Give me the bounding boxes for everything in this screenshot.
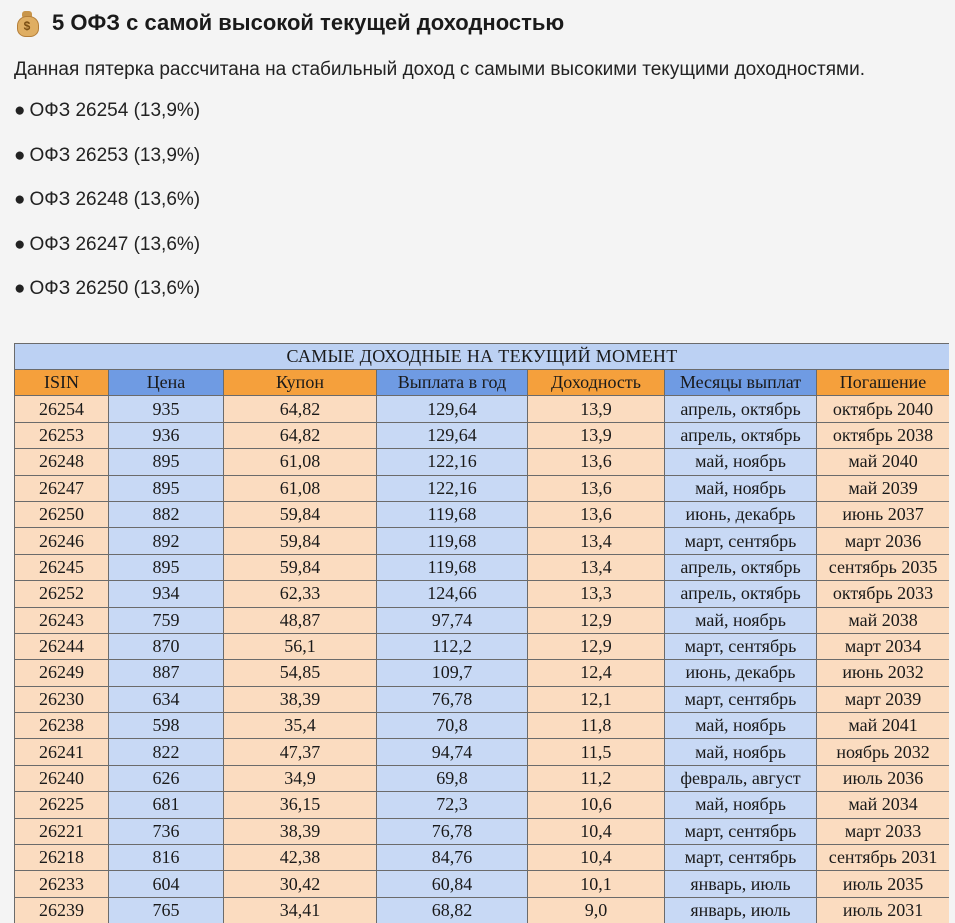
table-cell: май, ноябрь (665, 607, 817, 633)
table-cell: 895 (109, 475, 224, 501)
table-cell: 56,1 (224, 633, 377, 659)
table-cell: июнь 2037 (817, 501, 950, 527)
table-cell: 64,82 (224, 422, 377, 448)
table-cell: 64,82 (224, 396, 377, 422)
table-row (15, 528, 950, 554)
table-cell: 48,87 (224, 607, 377, 633)
table-cell: 816 (109, 845, 224, 871)
table-cell: 26247 (15, 475, 109, 501)
table-cell: 9,0 (528, 897, 665, 923)
table-cell: май, ноябрь (665, 739, 817, 765)
table-cell: июль 2036 (817, 765, 950, 791)
table-cell: апрель, октябрь (665, 581, 817, 607)
table-cell: 26254 (15, 396, 109, 422)
bullet-item (14, 143, 949, 188)
table-cell: 72,3 (377, 792, 528, 818)
table-header-row (15, 370, 950, 396)
table-cell: 36,15 (224, 792, 377, 818)
table-cell: 13,4 (528, 554, 665, 580)
table-cell: 119,68 (377, 501, 528, 527)
table-cell: 30,42 (224, 871, 377, 897)
table-row (15, 818, 950, 844)
table-row (15, 633, 950, 659)
table-cell: 11,2 (528, 765, 665, 791)
bullet-text: ОФЗ 26254 (13,9%) (29, 100, 201, 121)
table-cell: 26250 (15, 501, 109, 527)
table-cell: ноябрь 2032 (817, 739, 950, 765)
table-cell: октябрь 2033 (817, 581, 950, 607)
table-cell: 42,38 (224, 845, 377, 871)
post-title-text: 5 ОФЗ с самой высокой текущей доходностью (52, 10, 565, 35)
bullet-dot-icon: ● (14, 278, 26, 300)
table-cell: 10,1 (528, 871, 665, 897)
table-cell: 10,4 (528, 845, 665, 871)
table-row (15, 607, 950, 633)
table-caption: САМЫЕ ДОХОДНЫЕ НА ТЕКУЩИЙ МОМЕНТ (15, 344, 950, 370)
bullet-item (14, 98, 949, 143)
table-cell: 895 (109, 449, 224, 475)
table-cell: 76,78 (377, 818, 528, 844)
table-cell: 934 (109, 581, 224, 607)
table-cell: 12,1 (528, 686, 665, 712)
table-cell: 882 (109, 501, 224, 527)
table-cell: 26244 (15, 633, 109, 659)
table-cell: 13,9 (528, 396, 665, 422)
table-cell: март, сентябрь (665, 686, 817, 712)
table-cell: март 2039 (817, 686, 950, 712)
table-cell: 822 (109, 739, 224, 765)
column-header: Цена (109, 370, 224, 396)
table-cell: 26245 (15, 554, 109, 580)
table-cell: февраль, август (665, 765, 817, 791)
table-cell: июль 2031 (817, 897, 950, 923)
table-cell: 26252 (15, 581, 109, 607)
table-cell: 736 (109, 818, 224, 844)
table-cell: июнь, декабрь (665, 501, 817, 527)
table-cell: 13,6 (528, 449, 665, 475)
table-cell: 26253 (15, 422, 109, 448)
table-cell: 76,78 (377, 686, 528, 712)
table-cell: 61,08 (224, 475, 377, 501)
table-cell: 26239 (15, 897, 109, 923)
table-cell: 626 (109, 765, 224, 791)
table-cell: 26249 (15, 660, 109, 686)
table-cell: 94,74 (377, 739, 528, 765)
table-cell: 26230 (15, 686, 109, 712)
table-cell: 35,4 (224, 713, 377, 739)
table-cell: 26238 (15, 713, 109, 739)
table-cell: 124,66 (377, 581, 528, 607)
table-cell: 60,84 (377, 871, 528, 897)
table-cell: 935 (109, 396, 224, 422)
table-cell: июль 2035 (817, 871, 950, 897)
table-cell: 122,16 (377, 475, 528, 501)
table-cell: 26241 (15, 739, 109, 765)
table-cell: апрель, октябрь (665, 422, 817, 448)
bullet-text: ОФЗ 26248 (13,6%) (29, 189, 201, 211)
table-cell: 26248 (15, 449, 109, 475)
table-cell: 887 (109, 660, 224, 686)
table-cell: апрель, октябрь (665, 554, 817, 580)
table-cell: 13,3 (528, 581, 665, 607)
bond-table (14, 343, 949, 923)
table-cell: 765 (109, 897, 224, 923)
table-cell: 68,82 (377, 897, 528, 923)
table-cell: апрель, октябрь (665, 396, 817, 422)
table-cell: 54,85 (224, 660, 377, 686)
table-cell: январь, июль (665, 871, 817, 897)
table-cell: 13,9 (528, 422, 665, 448)
table-cell: октябрь 2040 (817, 396, 950, 422)
table-cell: 59,84 (224, 554, 377, 580)
table-cell: 109,7 (377, 660, 528, 686)
post-intro: Данная пятерка рассчитана на стабильный доход с самыми высокими текущими доходностями. (14, 59, 865, 80)
bullet-item (14, 276, 949, 321)
table-cell: 59,84 (224, 528, 377, 554)
table-row (15, 501, 950, 527)
column-header: ISIN (15, 370, 109, 396)
table-row (15, 449, 950, 475)
table-cell: март 2033 (817, 818, 950, 844)
table-row (15, 554, 950, 580)
table-cell: март 2036 (817, 528, 950, 554)
table-row (15, 660, 950, 686)
bullet-dot-icon: ● (14, 144, 26, 166)
table-cell: 26243 (15, 607, 109, 633)
table-cell: 47,37 (224, 739, 377, 765)
table-cell: май 2040 (817, 449, 950, 475)
bullet-item (14, 187, 949, 232)
table-cell: 11,8 (528, 713, 665, 739)
table-cell: май, ноябрь (665, 449, 817, 475)
table-caption-row (15, 344, 950, 370)
column-header: Доходность (528, 370, 665, 396)
table-cell: 10,4 (528, 818, 665, 844)
table-cell: март 2034 (817, 633, 950, 659)
table-cell: май 2039 (817, 475, 950, 501)
table-cell: 892 (109, 528, 224, 554)
bullet-dot-icon: ● (14, 100, 26, 121)
column-header: Погашение (817, 370, 950, 396)
table-cell: 122,16 (377, 449, 528, 475)
table-cell: 598 (109, 713, 224, 739)
column-header: Выплата в год (377, 370, 528, 396)
table-cell: 895 (109, 554, 224, 580)
table-cell: 97,74 (377, 607, 528, 633)
table-row (15, 713, 950, 739)
table-cell: май 2034 (817, 792, 950, 818)
table-cell: май, ноябрь (665, 713, 817, 739)
table-cell: октябрь 2038 (817, 422, 950, 448)
table-cell: 26233 (15, 871, 109, 897)
post-title (14, 0, 949, 46)
table-row (15, 422, 950, 448)
table-cell: май, ноябрь (665, 475, 817, 501)
table-cell: 26246 (15, 528, 109, 554)
bullet-text: ОФЗ 26247 (13,6%) (29, 233, 201, 255)
table-row (15, 897, 950, 923)
bullet-text: ОФЗ 26250 (13,6%) (29, 278, 201, 300)
table-cell: 870 (109, 633, 224, 659)
money-bag-icon: $ (14, 10, 40, 36)
table-cell: март, сентябрь (665, 633, 817, 659)
table-cell: март, сентябрь (665, 818, 817, 844)
table-cell: 604 (109, 871, 224, 897)
column-header: Месяцы выплат (665, 370, 817, 396)
column-header: Купон (224, 370, 377, 396)
table-row (15, 845, 950, 871)
table-cell: 129,64 (377, 396, 528, 422)
table-cell: 12,9 (528, 633, 665, 659)
table-cell: 12,9 (528, 607, 665, 633)
table-row (15, 792, 950, 818)
bullet-dot-icon: ● (14, 189, 26, 211)
table-row (15, 581, 950, 607)
table-cell: сентябрь 2031 (817, 845, 950, 871)
table-row (15, 871, 950, 897)
bullet-list (14, 98, 949, 321)
table-cell: май, ноябрь (665, 792, 817, 818)
table-cell: 61,08 (224, 449, 377, 475)
bond-table-image (14, 343, 949, 923)
table-cell: 38,39 (224, 686, 377, 712)
table-cell: 681 (109, 792, 224, 818)
table-cell: 84,76 (377, 845, 528, 871)
table-cell: 10,6 (528, 792, 665, 818)
table-cell: 13,6 (528, 501, 665, 527)
table-cell: 26240 (15, 765, 109, 791)
table-cell: март, сентябрь (665, 845, 817, 871)
table-cell: 34,41 (224, 897, 377, 923)
table-cell: 59,84 (224, 501, 377, 527)
table-cell: 129,64 (377, 422, 528, 448)
table-row (15, 765, 950, 791)
table-cell: 34,9 (224, 765, 377, 791)
table-cell: май 2038 (817, 607, 950, 633)
table-cell: 12,4 (528, 660, 665, 686)
table-cell: 936 (109, 422, 224, 448)
bullet-item (14, 232, 949, 277)
table-cell: сентябрь 2035 (817, 554, 950, 580)
table-cell: 69,8 (377, 765, 528, 791)
table-cell: 634 (109, 686, 224, 712)
table-cell: январь, июль (665, 897, 817, 923)
table-cell: март, сентябрь (665, 528, 817, 554)
table-cell: 13,6 (528, 475, 665, 501)
table-row (15, 475, 950, 501)
table-cell: июнь 2032 (817, 660, 950, 686)
table-cell: 26218 (15, 845, 109, 871)
bullet-text: ОФЗ 26253 (13,9%) (29, 144, 201, 166)
table-cell: 759 (109, 607, 224, 633)
table-cell: 26225 (15, 792, 109, 818)
table-cell: 119,68 (377, 554, 528, 580)
post (14, 0, 949, 321)
table-cell: 38,39 (224, 818, 377, 844)
table-cell: 112,2 (377, 633, 528, 659)
table-cell: 62,33 (224, 581, 377, 607)
table-cell: май 2041 (817, 713, 950, 739)
bullet-dot-icon: ● (14, 233, 26, 255)
table-body (15, 396, 950, 923)
table-row (15, 396, 950, 422)
table-cell: 119,68 (377, 528, 528, 554)
table-row (15, 686, 950, 712)
table-cell: 26221 (15, 818, 109, 844)
table-cell: 13,4 (528, 528, 665, 554)
table-cell: июнь, декабрь (665, 660, 817, 686)
table-cell: 11,5 (528, 739, 665, 765)
table-cell: 70,8 (377, 713, 528, 739)
table-row (15, 739, 950, 765)
